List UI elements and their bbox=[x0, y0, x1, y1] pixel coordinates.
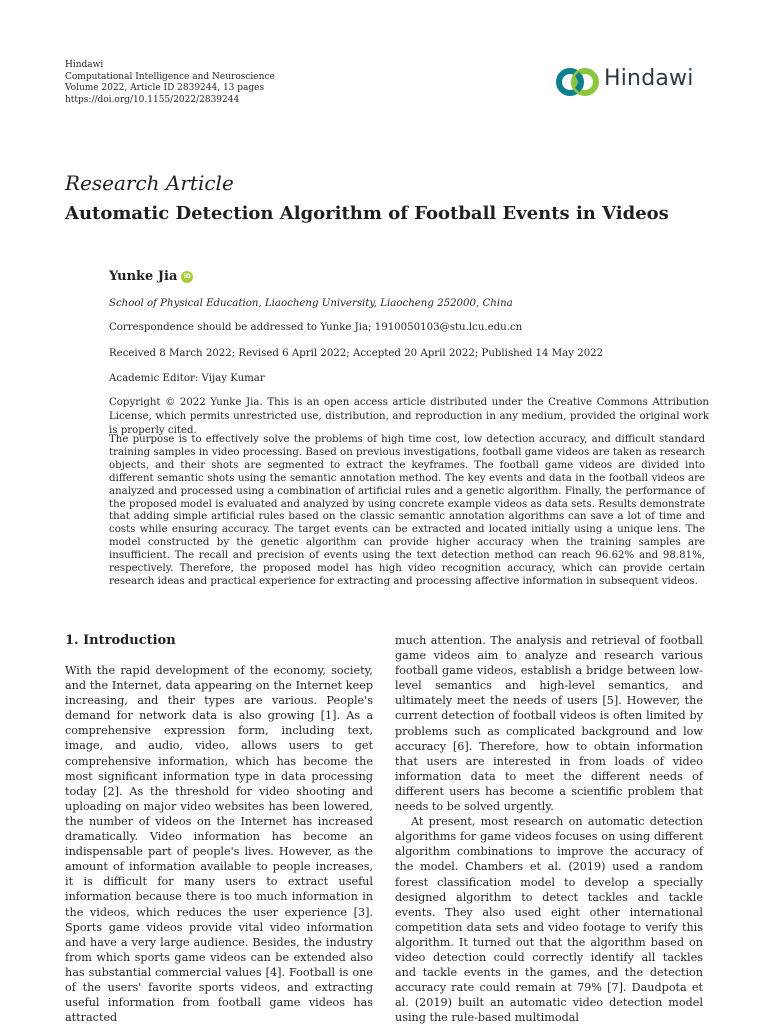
volume-info: Volume 2022, Article ID 2839244, 13 pages bbox=[65, 83, 265, 93]
article-title: Automatic Detection Algorithm of Football Events in Videos bbox=[65, 203, 669, 224]
intro-paragraph-2: At present, most research on automatic detection algorithms for game videos focuses on using different algorithm combinations to improve the accuracy of the model. Chambers et al. (2019) used a random forest classification model to develop a specially designed algorithm to detect tackles and tackle events. They also used eight other international competition data sets and video footage to verify this algorithm. It turned out that the algorithm based on video detection could correctly identify all tackles and tackle events in the games, and the detection accuracy rate could remain at 79% [7]. Daudpota et al. (2019) built an automatic video detection model using the rule-based multimodal bbox=[395, 815, 703, 1025]
header-meta bbox=[65, 60, 275, 106]
author-row bbox=[109, 269, 193, 284]
publication-dates: Received 8 March 2022; Revised 6 April 2022; Accepted 20 April 2022; Published 14 May 2022 bbox=[109, 348, 604, 359]
article-type: Research Article bbox=[65, 171, 234, 195]
copyright-notice: Copyright © 2022 Yunke Jia. This is an open access article distributed under the Creative Commons Attribution License, which permits unrestricted use, distribution, and reproduction in any medium, provided the original work is properly cited. bbox=[109, 397, 709, 436]
intro-paragraph-1: With the rapid development of the economy, society, and the Internet, data appearing on the Internet keep increasing, and their types are various. People's demand for network data is also growing [1]. As a comprehensive expression form, including text, image, and audio, video, allows users to get comprehensive information, which has become the most significant information type in data processing today [2]. As the threshold for video shooting and uploading on major video websites has been lowered, the number of videos on the Internet has increased dramatically. Video information has become an indispensable part of people's lives. However, as the amount of information available to people increases, it is difficult for many users to extract useful information because there is too much information in the videos, which reduces the user experience [3]. Sports game videos provide vital video information and have a very large audience. Besides, the industry from which sports game videos can be extended also has substantial commercial values [4]. Football is one of the users' favorite sports videos, and extracting useful information from football game videos has attracted bbox=[65, 664, 373, 1025]
hindawi-logo-icon bbox=[556, 62, 600, 102]
hindawi-logo[interactable] bbox=[556, 62, 706, 102]
author-name: Yunke Jia bbox=[109, 269, 178, 284]
intro-paragraph-1-continued: much attention. The analysis and retrieval of football game videos aim to analyze and research various football game videos, establish a bridge between low-level semantics and high-level semantics, and ultimately meet the needs of users [5]. However, the current detection of football videos is often limited by problems such as complicated background and low accuracy [6]. Therefore, how to obtain information that users are interested in from loads of video information data to meet the different needs of different users has become a scientific problem that needs to be solved urgently. bbox=[395, 634, 703, 814]
section-heading-introduction: 1. Introduction bbox=[65, 633, 176, 648]
publisher-name: Hindawi bbox=[65, 60, 104, 70]
right-column bbox=[395, 633, 703, 1025]
left-column bbox=[65, 633, 373, 1025]
orcid-icon-label: iD bbox=[183, 272, 191, 280]
journal-name: Computational Intelligence and Neuroscience bbox=[65, 71, 275, 82]
hindawi-logo-text: Hindawi bbox=[604, 66, 694, 91]
affiliation: School of Physical Education, Liaocheng University, Liaocheng 252000, China bbox=[109, 298, 513, 309]
academic-editor: Academic Editor: Vijay Kumar bbox=[109, 373, 265, 384]
orcid-icon[interactable] bbox=[181, 271, 193, 283]
doi-link[interactable]: https://doi.org/10.1155/2022/2839244 bbox=[65, 94, 240, 105]
abstract: The purpose is to effectively solve the problems of high time cost, low detection accuracy, and difficult standard training samples in video processing. Based on previous investigations, football game videos are taken as research objects, and their shots are segmented to extract the keyframes. The football game videos are divided into different semantic shots using the semantic annotation method. The key events and data in the football videos are analyzed and processed using a combination of artificial rules and a genetic algorithm. Finally, the performance of the proposed model is evaluated and analyzed by using concrete example videos as data sets. Results demonstrate that adding simple artificial rules based on the classic semantic annotation algorithms can save a lot of time and costs while ensuring accuracy. The target events can be extracted and located initially using a unique lens. The model constructed by the genetic algorithm can provide higher accuracy when the training samples are insufficient. The recall and precision of events using the text detection method can reach 96.62% and 98.81%, respectively. Therefore, the proposed model has high video recognition accuracy, which can provide certain research ideas and practical experience for extracting and processing affective information in subsequent videos. bbox=[109, 434, 705, 587]
correspondence: Correspondence should be addressed to Yunke Jia; 1910050103@stu.lcu.edu.cn bbox=[109, 322, 523, 333]
